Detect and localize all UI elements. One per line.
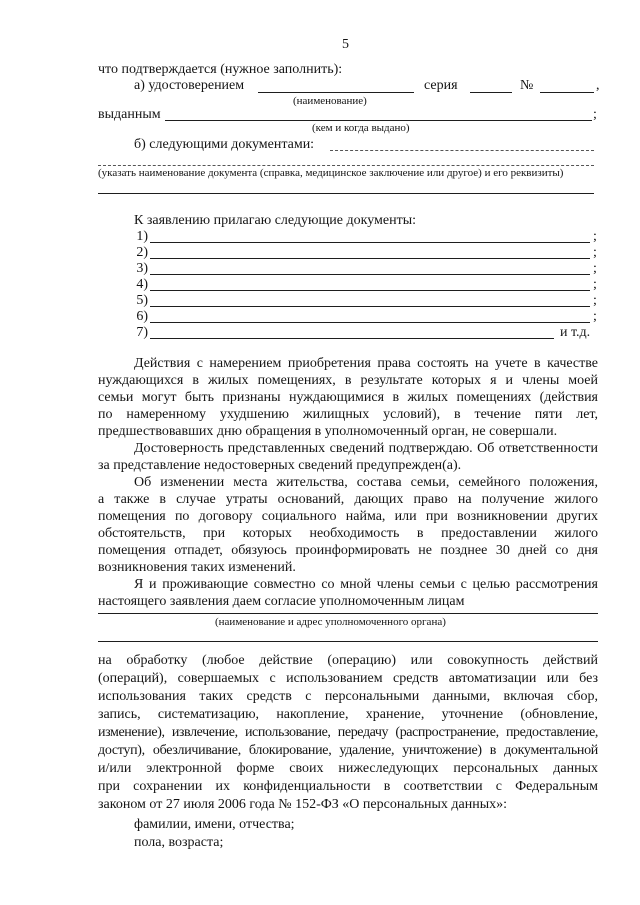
para-changes-line: помещения по договору социального найма, или при возникновении других — [98, 509, 598, 524]
series-label: серия — [424, 78, 458, 93]
caption-docs: (указать наименование документа (справка, медицинское заключение или другое) и его реквизиты) — [98, 167, 564, 179]
para-processing-line: и/или электронной форме своих нижеследующих персональных данных — [98, 761, 598, 776]
para-reliability-line: за представление недостоверных сведений предупрежден(а). — [98, 458, 462, 473]
attachment-number: 7) — [136, 325, 148, 340]
para-changes-line: а также в случае утраты оснований, дающих право на получение жилого — [98, 492, 598, 507]
authority-field-2[interactable] — [98, 641, 598, 642]
caption-authority: (наименование и адрес уполномоченного органа) — [215, 616, 446, 628]
attachment-number: 5) — [136, 293, 148, 308]
attachment-field-2[interactable] — [150, 258, 590, 259]
caption-issued: (кем и когда выдано) — [312, 122, 410, 134]
para-consent-line: Я и проживающие совместно со мной члены семьи с целью рассмотрения — [134, 577, 598, 592]
attachment-field-3[interactable] — [150, 274, 590, 275]
para-processing-line: (операций), совершаемых с использованием средств автоматизации или без — [98, 671, 598, 686]
para-processing-line: законом от 27 июля 2006 года № 152-ФЗ «О персональных данных»: — [98, 797, 508, 812]
attachment-field-4[interactable] — [150, 290, 590, 291]
attachment-number: 1) — [136, 229, 148, 244]
para-changes-line: возникновения таких изменений. — [98, 560, 296, 575]
attachments-intro: К заявлению прилагаю следующие документы: — [134, 213, 417, 228]
documents-field-2[interactable] — [98, 165, 594, 166]
attachment-semicolon: ; — [593, 261, 597, 276]
attachment-number: 3) — [136, 261, 148, 276]
para-processing-line: запись, систематизацию, накопление, хранение, уточнение (обновление, — [98, 707, 598, 722]
para-actions-line: семьи могут быть признаны нуждающимися в жилых помещениях (действия — [98, 390, 598, 405]
para-reliability-line: Достоверность представленных сведений подтверждаю. Об ответственности — [134, 441, 598, 456]
authority-field-1[interactable] — [98, 613, 598, 614]
page-number: 5 — [342, 37, 349, 52]
data-item: пола, возраста; — [134, 835, 224, 850]
attachment-field-1[interactable] — [150, 242, 590, 243]
id-label-a: а) удостоверением — [134, 78, 245, 93]
attachment-semicolon: ; — [593, 293, 597, 308]
attachment-etc: и т.д. — [560, 325, 591, 340]
series-field[interactable] — [470, 92, 512, 93]
para-processing-line: доступ), обезличивание, блокирование, удаление, уничтожение) в документальной — [98, 743, 598, 758]
number-label: № — [520, 78, 534, 93]
number-field[interactable] — [540, 92, 594, 93]
id-label-b: б) следующими документами: — [134, 137, 315, 152]
para-actions-line: Действия с намерением приобретения права состоять на учете в качестве — [134, 356, 598, 371]
para-changes-line: помещения отпадет, обязуюсь проинформировать не позднее 30 дней со дня — [98, 543, 598, 558]
attachment-field-5[interactable] — [150, 306, 590, 307]
documents-field-1[interactable] — [330, 150, 594, 151]
attachment-semicolon: ; — [593, 277, 597, 292]
attachment-number: 2) — [136, 245, 148, 260]
attachment-semicolon: ; — [593, 309, 597, 324]
attachment-semicolon: ; — [593, 229, 597, 244]
caption-name: (наименование) — [293, 95, 367, 107]
para-actions-line: по намеренному ухудшению жилищных условий), в течение пяти лет, — [98, 407, 598, 422]
issued-label: выданным — [98, 107, 161, 122]
documents-field-3[interactable] — [98, 193, 594, 194]
para-actions-line: предшествовавших дню обращения в уполномоченный орган, не совершали. — [98, 424, 558, 439]
para-processing-line: на обработку (любое действие (операцию) или совокупность действий — [98, 653, 598, 668]
para-processing-line: использования таких средств с персональными данными, включая сбор, — [98, 689, 598, 704]
attachment-field-6[interactable] — [150, 322, 590, 323]
para-processing-line: при сохранении их конфиденциальности в соответствии с Федеральным — [98, 779, 598, 794]
issued-field[interactable] — [165, 120, 592, 121]
para-changes-line: Об изменении места жительства, состава семьи, семейного положения, — [134, 475, 598, 490]
attachment-field-7[interactable] — [150, 338, 554, 339]
attachment-number: 6) — [136, 309, 148, 324]
para-actions-line: нуждающихся в жилых помещениях, в результате которых я и члены моей — [98, 373, 598, 388]
confirm-intro: что подтверждается (нужное заполнить): — [98, 62, 343, 77]
issued-semicolon: ; — [593, 107, 597, 122]
attachment-semicolon: ; — [593, 245, 597, 260]
id-name-field[interactable] — [258, 92, 414, 93]
attachment-number: 4) — [136, 277, 148, 292]
para-changes-line: обстоятельств, при которых необходимость в предоставлении жилого — [98, 526, 598, 541]
data-item: фамилии, имени, отчества; — [134, 817, 295, 832]
para-consent-line: настоящего заявления даем согласие уполномоченным лицам — [98, 594, 465, 609]
line-comma: , — [596, 78, 600, 93]
para-processing-line: изменение), извлечение, использование, передачу (распространение, предоставление, — [98, 725, 598, 740]
